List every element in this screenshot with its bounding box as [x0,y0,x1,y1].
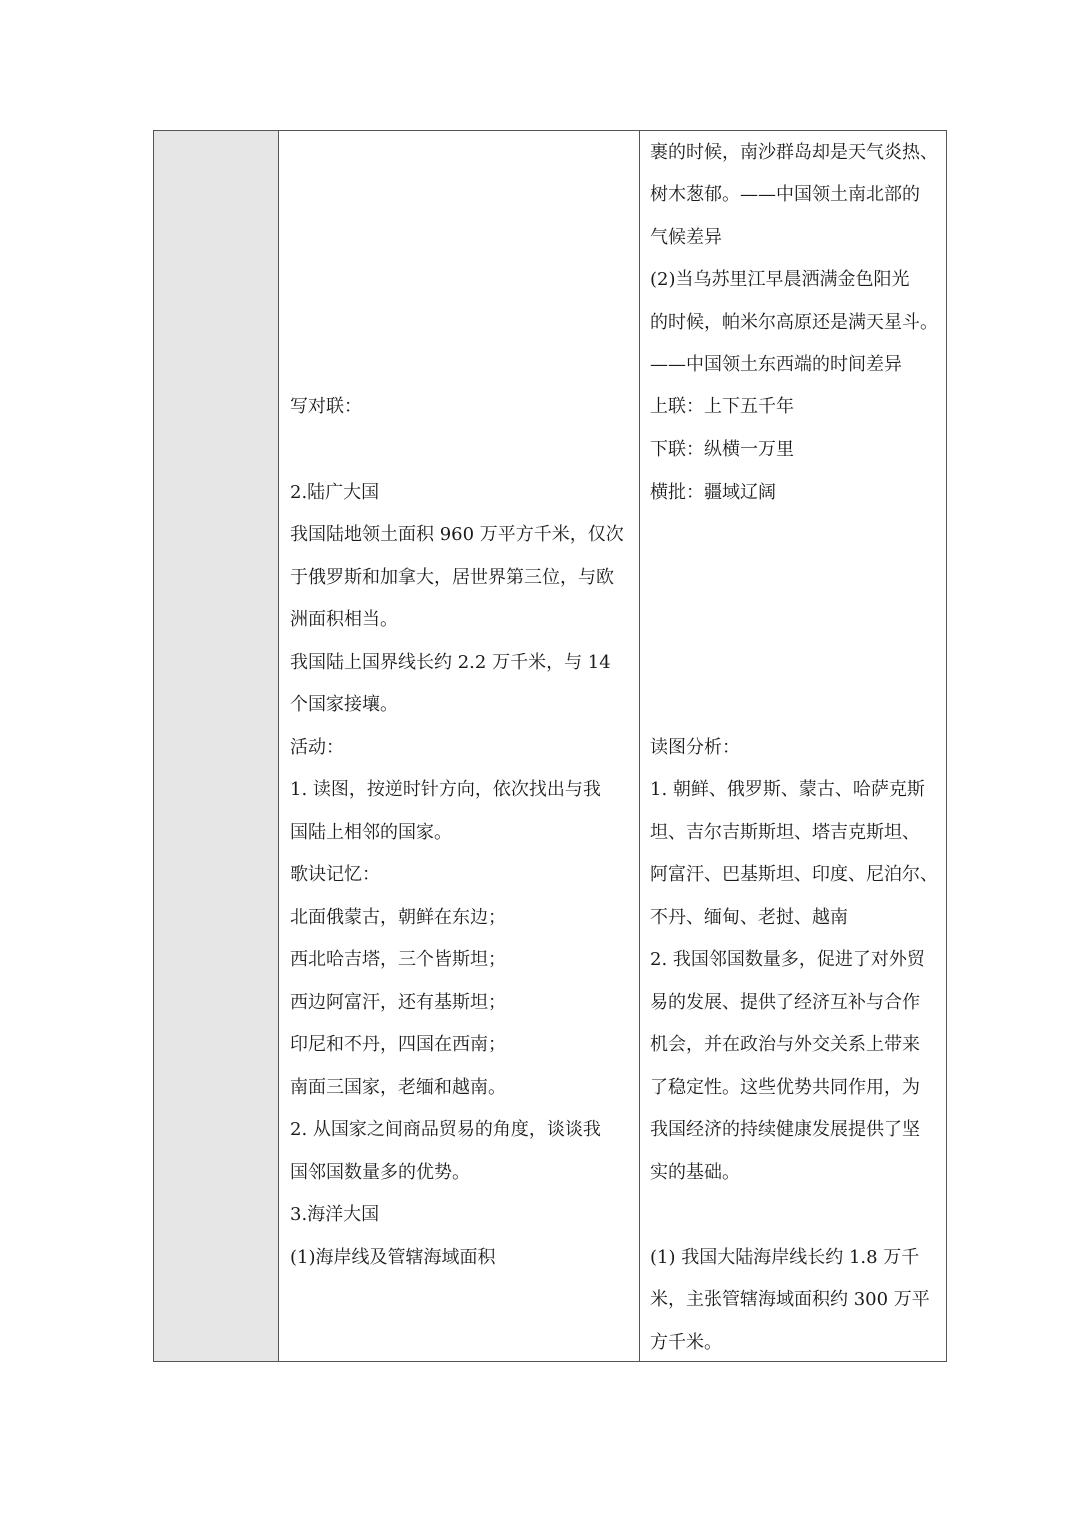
middle-column-line: 写对联： [290,396,362,417]
right-column-line: 我国经济的持续健康发展提供了坚 [650,1119,920,1140]
right-column-line: 上联：上下五千年 [650,396,794,417]
right-column-line: 气候差异 [650,227,722,248]
right-column-line: (2)当乌苏里江早晨洒满金色阳光 [650,269,910,290]
middle-column-line: (1)海岸线及管辖海域面积 [290,1247,496,1268]
right-column-line: 裹的时候，南沙群岛却是天气炎热、 [650,142,938,163]
middle-column-line: 国陆上相邻的国家。 [290,822,452,843]
right-column-line: 读图分析： [650,737,740,758]
middle-column-line: 洲面积相当。 [290,609,398,630]
right-column-line: 了稳定性。这些优势共同作用，为 [650,1077,920,1098]
middle-column-line: 于俄罗斯和加拿大，居世界第三位，与欧 [290,567,614,588]
middle-column-line: 西边阿富汗，还有基斯坦； [290,992,506,1013]
right-column-line: 不丹、缅甸、老挝、越南 [650,907,848,928]
right-column-line: 2. 我国邻国数量多，促进了对外贸 [650,949,925,970]
lesson-table [153,130,947,1362]
middle-column-line: 2.陆广大国 [290,482,380,503]
middle-column-line: 1. 读图，按逆时针方向，依次找出与我 [290,779,601,800]
middle-column-line: 2. 从国家之间商品贸易的角度，谈谈我 [290,1119,601,1140]
table-column-middle [279,131,640,1361]
middle-column-line: 个国家接壤。 [290,694,398,715]
right-column-line: 坦、吉尔吉斯斯坦、塔吉克斯坦、 [650,822,920,843]
right-column-line: 米，主张管辖海域面积约 300 万平 [650,1289,930,1310]
middle-column-line: 活动： [290,737,344,758]
right-column-line: 易的发展、提供了经济互补与合作 [650,992,920,1013]
right-column-line: 的时候，帕米尔高原还是满天星斗。 [650,312,938,333]
right-column-line: ——中国领土东西端的时间差异 [650,354,902,375]
middle-column-line: 歌诀记忆： [290,864,380,885]
right-column-line: 方千米。 [650,1332,722,1353]
table-column-left [154,131,279,1361]
middle-column-line: 南面三国家，老缅和越南。 [290,1077,506,1098]
table-column-right [640,131,946,1361]
middle-column-line: 我国陆地领土面积 960 万平方千米，仅次 [290,524,624,545]
right-column-line: 机会，并在政治与外交关系上带来 [650,1034,920,1055]
right-column-line: 下联：纵横一万里 [650,439,794,460]
middle-column-line: 国邻国数量多的优势。 [290,1162,470,1183]
right-column-line: 阿富汗、巴基斯坦、印度、尼泊尔、 [650,864,938,885]
right-column-line: 实的基础。 [650,1162,740,1183]
middle-column-line: 西北哈吉塔，三个皆斯坦； [290,949,506,970]
right-column-line: 横批：疆域辽阔 [650,482,776,503]
right-column-line: (1) 我国大陆海岸线长约 1.8 万千 [650,1247,920,1268]
right-column-line: 1. 朝鲜、俄罗斯、蒙古、哈萨克斯 [650,779,925,800]
middle-column-line: 印尼和不丹，四国在西南； [290,1034,506,1055]
middle-column-line: 3.海洋大国 [290,1204,380,1225]
right-column-line: 树木葱郁。——中国领土南北部的 [650,184,920,205]
middle-column-line: 北面俄蒙古，朝鲜在东边； [290,907,506,928]
middle-column-line: 我国陆上国界线长约 2.2 万千米，与 14 [290,652,611,673]
